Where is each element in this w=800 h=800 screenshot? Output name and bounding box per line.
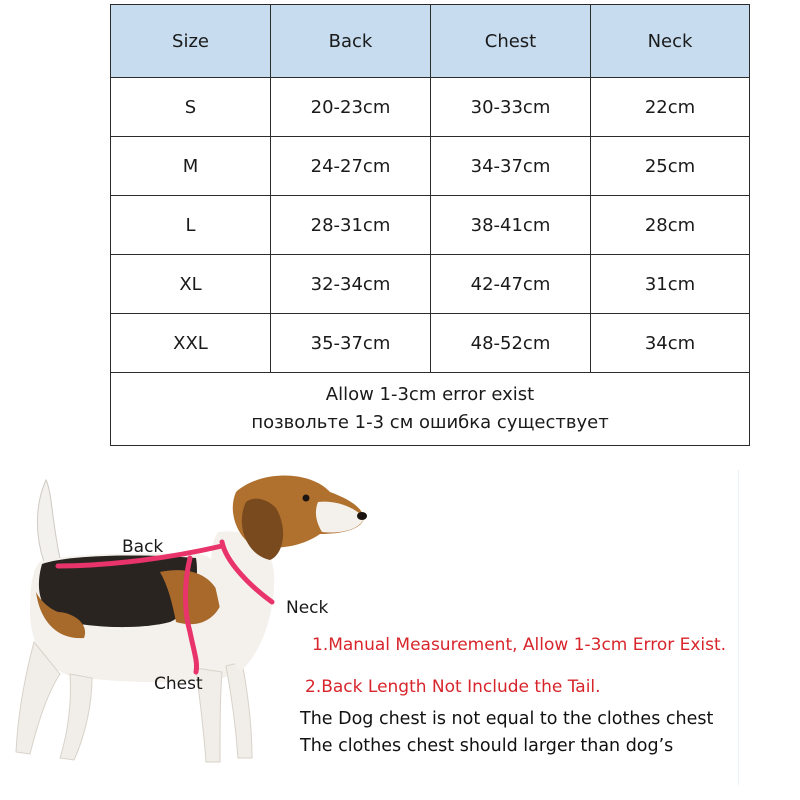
error-note-cell: [111, 373, 750, 446]
dog-tail: [37, 480, 60, 562]
dog-muzzle: [316, 502, 364, 533]
header-chest: Chest: [431, 5, 591, 78]
cell-chest: 34-37cm: [431, 137, 591, 196]
header-back: Back: [271, 5, 431, 78]
divider-line: [738, 470, 739, 785]
diagram-label-back: Back: [122, 537, 164, 557]
cell-chest: 42-47cm: [431, 255, 591, 314]
dog-front-leg-2: [226, 662, 252, 758]
cell-chest: 38-41cm: [431, 196, 591, 255]
table-row: [111, 137, 750, 196]
note-manual-measurement: 1.Manual Measurement, Allow 1-3cm Error Exist.: [312, 635, 727, 655]
header-neck: Neck: [591, 5, 750, 78]
size-chart-table: [110, 4, 750, 446]
cell-size: XXL: [111, 314, 271, 373]
dog-eye: [303, 495, 310, 502]
note-back-length: 2.Back Length Not Include the Tail.: [305, 677, 601, 697]
cell-neck: 34cm: [591, 314, 750, 373]
cell-neck: 28cm: [591, 196, 750, 255]
cell-size: L: [111, 196, 271, 255]
dog-back-leg-2: [60, 674, 92, 760]
note-chest-not-equal: The Dog chest is not equal to the clothes chest: [300, 709, 714, 729]
error-note-russian: позвольте 1-3 см ошибка существует: [251, 412, 609, 433]
table-row: [111, 78, 750, 137]
diagram-label-chest: Chest: [154, 674, 203, 694]
cell-neck: 22cm: [591, 78, 750, 137]
table-row: [111, 255, 750, 314]
cell-size: S: [111, 78, 271, 137]
error-note-english: Allow 1-3cm error exist: [325, 384, 535, 405]
cell-chest: 30-33cm: [431, 78, 591, 137]
cell-back: 24-27cm: [271, 137, 431, 196]
cell-size: XL: [111, 255, 271, 314]
table-footer-row: [111, 373, 750, 446]
table-row: [111, 314, 750, 373]
dog-nose: [357, 512, 367, 520]
cell-back: 28-31cm: [271, 196, 431, 255]
table-row: [111, 196, 750, 255]
diagram-label-neck: Neck: [286, 598, 329, 618]
cell-back: 20-23cm: [271, 78, 431, 137]
cell-size: M: [111, 137, 271, 196]
cell-neck: 25cm: [591, 137, 750, 196]
cell-back: 35-37cm: [271, 314, 431, 373]
cell-back: 32-34cm: [271, 255, 431, 314]
cell-chest: 48-52cm: [431, 314, 591, 373]
cell-neck: 31cm: [591, 255, 750, 314]
table-header-row: [111, 5, 750, 78]
header-size: Size: [111, 5, 271, 78]
note-chest-larger: The clothes chest should larger than dog’s: [300, 736, 674, 756]
